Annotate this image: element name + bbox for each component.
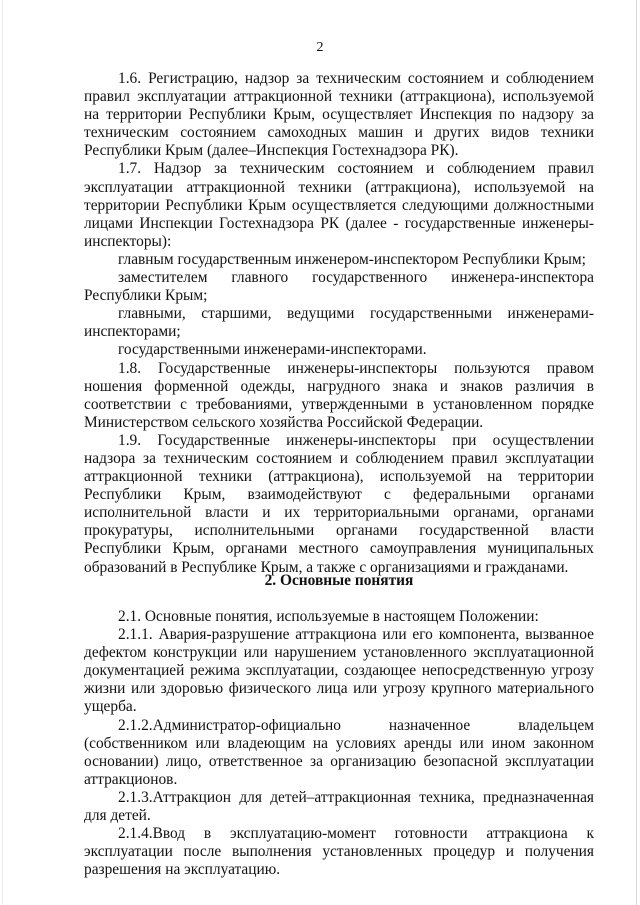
list-item: главным государственным инженером-инспектором Республики Крым; — [118, 250, 586, 268]
list-item: главными, старшими, ведущими государственными инженерами-инспекторами; — [84, 305, 594, 341]
paragraph-2-1-4: 2.1.4.Ввод в эксплуатацию-момент готовности аттракциона к эксплуатации после выполнения установленных процедур и получения разрешения на эксплуатацию. — [84, 825, 594, 879]
paragraph-2-1-2: 2.1.2.Администратор-официально назначенное владельцем (собственником или владеющим на условиях аренды или ином законном основании) лицо, ответственное за организацию безопасной эксплуатации аттракционов. — [84, 716, 594, 788]
list-item: государственными инженерами-инспекторами. — [118, 341, 427, 359]
section-2-body — [84, 608, 594, 879]
paragraph-2-1: 2.1. Основные понятия, используемые в настоящем Положении: — [118, 608, 539, 625]
page-number: 2 — [316, 40, 324, 55]
paragraph-1-9: 1.9. Государственные инженеры-инспекторы при осуществлении надзора за техническим состоянием и соблюдением правил эксплуатации аттракционной техники (аттракциона), используемой на территории Республики Крым, взаимодействуют с федеральными органами исполнительной власти и их территориальными органами, органами прокуратуры, исполнительными органами государственной власти Республики Крым, органами местного самоуправления муниципальных образований в Республике Крым, а также с организациями и гражданами. — [84, 431, 594, 576]
section-heading: 2. Основные понятия — [264, 572, 414, 589]
list-item: заместителем главного государственного инженера-инспектора Республики Крым; — [84, 269, 594, 305]
scan-edge-right — [636, 0, 637, 905]
paragraph-1-8: 1.8. Государственные инженеры-инспекторы пользуются правом ношения форменной одежды, нагрудного знака и знаков различия в соответствии с требованиями, утвержденными в установленном порядке Министерством сельского хозяйства Российской Федерации. — [84, 359, 594, 431]
section-1-continued — [84, 70, 594, 577]
scan-edge-left — [2, 0, 3, 905]
paragraph-2-1-1: 2.1.1. Авария-разрушение аттракциона или его компонента, вызванное дефектом конструкции или нарушением установленного эксплуатационной документацией режима эксплуатации, создающее непосредственную угрозу жизни или здоровью физического лица или угрозу крупного материального ущерба. — [84, 626, 594, 716]
paragraph-1-6: 1.6. Регистрацию, надзор за техническим состоянием и соблюдением правил эксплуатации аттракционной техники (аттракциона), используемой на территории Республики Крым, осуществляет Инспекция по надзору за техническим состоянием самоходных машин и других видов техники Республики Крым (далее–Инспекция Гостехнадзора РК). — [84, 70, 594, 160]
paragraph-1-7: 1.7. Надзор за техническим состоянием и соблюдением правил эксплуатации аттракционной техники (аттракциона), используемой на территории Республики Крым осуществляется следующими должностными лицами Инспекции Гостехнадзора РК (далее - государственные инженеры-инспекторы): — [84, 160, 594, 250]
paragraph-2-1-3: 2.1.3.Аттракцион для детей–аттракционная техника, предназначенная для детей. — [84, 788, 594, 825]
